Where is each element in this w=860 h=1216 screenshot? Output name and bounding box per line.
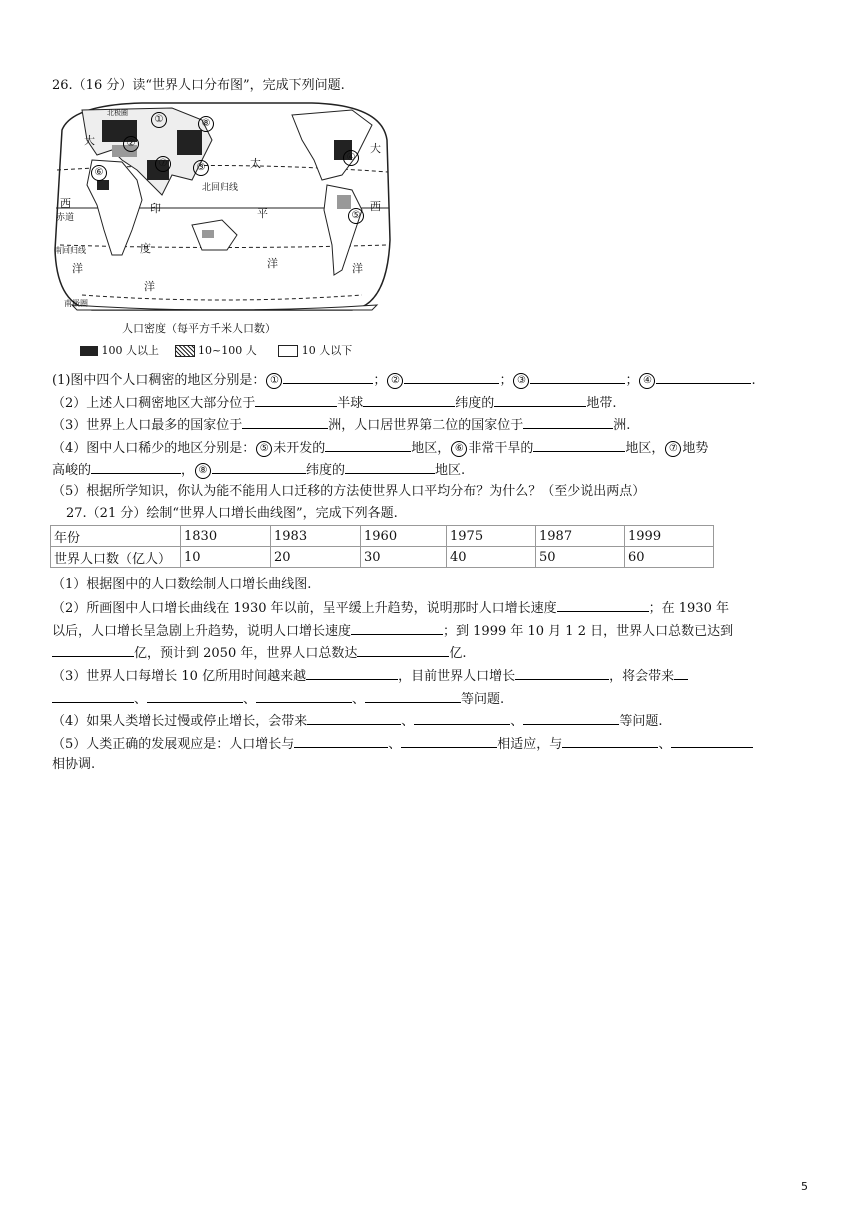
legend-sparse-label: 10 人以下 — [301, 344, 353, 357]
q27-part2-line1 — [52, 599, 729, 617]
label-da-2: 大 — [370, 142, 381, 155]
answer-blank-slow[interactable] — [557, 599, 649, 612]
label-yang-1: 洋 — [72, 262, 83, 275]
label-tropic-capricorn: 南回归线 — [54, 246, 86, 255]
q26-p4-g: 高峻的 — [52, 463, 92, 478]
q26-part1: (1)图中四个人口稠密的地区分别是： ① ； ② ； ③ ； ④ . — [52, 373, 756, 388]
marker-4: ④ — [343, 150, 359, 166]
q26-p4-j: 地区. — [435, 463, 466, 478]
q26-p4-f: 地势 — [682, 441, 709, 456]
q27-p2-b: ；在 1930 年 — [648, 601, 729, 616]
answer-blank-1999-total[interactable] — [52, 644, 134, 657]
separator: 、 — [134, 692, 148, 707]
q27-p2-c: 以后，人口增长呈急剧上升趋势，说明人口增长速度 — [52, 624, 352, 639]
q26-title: 26.（16 分）读“世界人口分布图”，完成下列问题. — [52, 78, 345, 93]
answer-blank-shorter[interactable] — [306, 667, 398, 680]
answer-blank-slow-problem-3[interactable] — [523, 712, 619, 725]
legend-medium-label: 10~100 人 — [198, 344, 257, 357]
label-yang-3: 洋 — [267, 257, 278, 270]
separator: 、 — [658, 737, 672, 752]
q26-part3 — [52, 416, 630, 434]
label-yin: 印 — [150, 202, 161, 215]
answer-blank-fast[interactable] — [351, 622, 443, 635]
answer-blank-continent-2[interactable] — [523, 416, 613, 429]
separator: 、 — [243, 692, 257, 707]
q26-p4-b: 未开发的 — [273, 441, 326, 456]
table-row-population — [51, 547, 714, 568]
marker-1-inline: ① — [266, 373, 282, 389]
answer-blank-latitude[interactable] — [363, 394, 455, 407]
q27-p4-end: 等问题. — [619, 714, 663, 729]
q26-p4-d: 非常干旱的 — [468, 441, 534, 456]
legend-dense-label: 100 人以上 — [101, 344, 159, 357]
answer-blank-high-lat[interactable] — [212, 461, 306, 474]
q27-part5-line2: 相协调. — [52, 757, 96, 772]
label-arctic-circle: 北极圈 — [107, 109, 128, 117]
answer-blank-arid[interactable] — [533, 439, 625, 452]
q27-p2-d: ；到 1999 年 10 月 1 2 日，世界人口总数已达到 — [443, 624, 734, 639]
q26-part2 — [52, 394, 616, 412]
answer-blank-continent-1[interactable] — [242, 416, 328, 429]
q26-part4-line1 — [52, 439, 708, 457]
q27-p3-b: ，目前世界人口增长 — [398, 669, 516, 684]
q27-part2-line2 — [52, 622, 733, 640]
answer-blank-current-growth[interactable] — [515, 667, 609, 680]
q26-part5: （5）根据所学知识，你认为能不能用人口迁移的方法使世界人口平均分布？为什么？（至少说出两点） — [52, 484, 646, 499]
answer-blank-slow-problem-2[interactable] — [414, 712, 510, 725]
dense-area-africa — [97, 180, 109, 190]
label-yang-2: 洋 — [144, 280, 155, 293]
answer-blank-problem-3[interactable] — [256, 690, 352, 703]
dense-area-east-asia — [177, 130, 202, 155]
q26-p4-i: 纬度的 — [306, 463, 346, 478]
q27-part4 — [52, 712, 662, 730]
table-cell: 50 — [536, 547, 625, 568]
marker-6-inline: ⑥ — [451, 441, 467, 457]
table-cell: 60 — [625, 547, 714, 568]
q27-p5-b: 相适应，与 — [497, 737, 563, 752]
answer-blank-2[interactable] — [404, 371, 499, 384]
legend — [80, 342, 352, 358]
label-da-1: 大 — [84, 134, 95, 147]
answer-blank-problem-1[interactable] — [52, 690, 134, 703]
separator: 、 — [352, 692, 366, 707]
table-cell: 1999 — [625, 526, 714, 547]
medium-area-3 — [337, 195, 351, 209]
q27-p2-e: 亿，预计到 2050 年，世界人口总数达 — [134, 646, 358, 661]
marker-8: ⑧ — [198, 116, 214, 132]
marker-2: ② — [123, 136, 139, 152]
answer-blank-2050-total[interactable] — [357, 644, 449, 657]
medium-area-2 — [202, 230, 214, 238]
answer-blank-3[interactable] — [530, 371, 625, 384]
answer-blank-problem-2[interactable] — [147, 690, 243, 703]
q26-p4-h: ， — [181, 463, 195, 478]
separator: 、 — [510, 714, 524, 729]
q27-p5-a: （5）人类正确的发展观应是：人口增长与 — [52, 737, 295, 752]
label-antarctic-circle: 南极圈 — [64, 299, 88, 308]
marker-5: ⑤ — [348, 208, 364, 224]
q26-p4-e: 地区， — [625, 441, 665, 456]
page-number: 5 — [801, 1180, 808, 1193]
answer-blank-dev-4[interactable] — [671, 735, 753, 748]
marker-8-inline: ⑧ — [195, 463, 211, 479]
q27-p2-a: （2）所画图中人口增长曲线在 1930 年以前，呈平缓上升趋势，说明那时人口增长速度 — [52, 601, 557, 616]
marker-7: ⑦ — [155, 156, 171, 172]
table-cell: 1987 — [536, 526, 625, 547]
q26-p3-c: 洲. — [613, 418, 631, 433]
table-cell: 1830 — [181, 526, 271, 547]
answer-blank-undeveloped[interactable] — [325, 439, 411, 452]
legend-title: 人口密度（每平方千米人口数） — [122, 322, 276, 335]
q26-p4-c: 地区， — [411, 441, 451, 456]
marker-3: ③ — [193, 160, 209, 176]
separator: 、 — [388, 737, 402, 752]
answer-blank-dev-2[interactable] — [401, 735, 497, 748]
q27-p3-c: ，将会带来 — [609, 669, 675, 684]
table-cell: 20 — [271, 547, 361, 568]
q27-title: 27.（21 分）绘制“世界人口增长曲线图”，完成下列各题. — [66, 506, 398, 521]
answer-blank-4[interactable] — [656, 371, 751, 384]
table-cell: 年份 — [51, 526, 181, 547]
marker-5-inline: ⑤ — [256, 441, 272, 457]
answer-blank-dev-3[interactable] — [562, 735, 658, 748]
world-population-map — [52, 100, 392, 365]
marker-6: ⑥ — [91, 165, 107, 181]
label-ping: 平 — [257, 207, 268, 220]
q27-p3-end: 等问题. — [461, 692, 505, 707]
q26-p2-d: 地带. — [586, 396, 617, 411]
answer-blank-region[interactable] — [345, 461, 435, 474]
label-xi-2: 西 — [370, 200, 381, 213]
q27-part3-line1 — [52, 667, 688, 685]
answer-blank-zone[interactable] — [494, 394, 586, 407]
label-du: 度 — [140, 242, 151, 255]
q26-p2-c: 纬度的 — [455, 396, 495, 411]
population-table — [50, 525, 714, 568]
answer-blank-hemisphere[interactable] — [255, 394, 337, 407]
q27-p4-a: （4）如果人类增长过慢或停止增长，会带来 — [52, 714, 308, 729]
marker-3-inline: ③ — [513, 373, 529, 389]
separator: 、 — [401, 714, 415, 729]
answer-blank-highland[interactable] — [91, 461, 181, 474]
label-tai: 太 — [250, 157, 261, 170]
table-cell: 10 — [181, 547, 271, 568]
answer-blank-1[interactable] — [283, 371, 373, 384]
table-cell: 1983 — [271, 526, 361, 547]
legend-swatch-dense — [80, 346, 98, 356]
table-cell: 1960 — [361, 526, 447, 547]
q27-p2-f: 亿. — [449, 646, 467, 661]
q26-p4-a: （4）图中人口稀少的地区分别是： — [52, 441, 256, 456]
table-cell: 1975 — [447, 526, 536, 547]
q26-p3-b: 洲，人口居世界第二位的国家位于 — [328, 418, 524, 433]
q27-part3-line2 — [52, 690, 504, 708]
answer-blank-slow-problem-1[interactable] — [307, 712, 401, 725]
q27-p3-a: （3）世界人口每增长 10 亿所用时间越来越 — [52, 669, 307, 684]
answer-blank-problem-4[interactable] — [365, 690, 461, 703]
q26-p2-a: （2）上述人口稠密地区大部分位于 — [52, 396, 256, 411]
marker-7-inline: ⑦ — [665, 441, 681, 457]
label-chidao: 赤道 — [56, 213, 75, 223]
table-cell: 30 — [361, 547, 447, 568]
legend-swatch-sparse — [278, 345, 298, 357]
marker-2-inline: ② — [387, 373, 403, 389]
q27-part5-line1 — [52, 735, 753, 753]
table-cell: 世界人口数（亿人） — [51, 547, 181, 568]
label-yang-4: 洋 — [352, 262, 363, 275]
marker-4-inline: ④ — [639, 373, 655, 389]
marker-1: ① — [151, 112, 167, 128]
q27-part1: （1）根据图中的人口数绘制人口增长曲线图. — [52, 577, 312, 592]
q27-part2-line3 — [52, 644, 467, 662]
answer-blank-problems-start[interactable] — [674, 667, 688, 680]
q26-p3-a: （3）世界上人口最多的国家位于 — [52, 418, 243, 433]
answer-blank-dev-1[interactable] — [294, 735, 388, 748]
table-cell: 40 — [447, 547, 536, 568]
q26-part4-line2 — [52, 461, 465, 479]
q26-p1-text: (1)图中四个人口稠密的地区分别是： — [52, 373, 266, 388]
legend-swatch-medium — [175, 345, 195, 357]
label-tropic-cancer: 北回归线 — [202, 183, 239, 193]
q26-p2-b: 半球 — [337, 396, 364, 411]
table-row-year — [51, 526, 714, 547]
label-xi-1: 西 — [60, 197, 71, 210]
